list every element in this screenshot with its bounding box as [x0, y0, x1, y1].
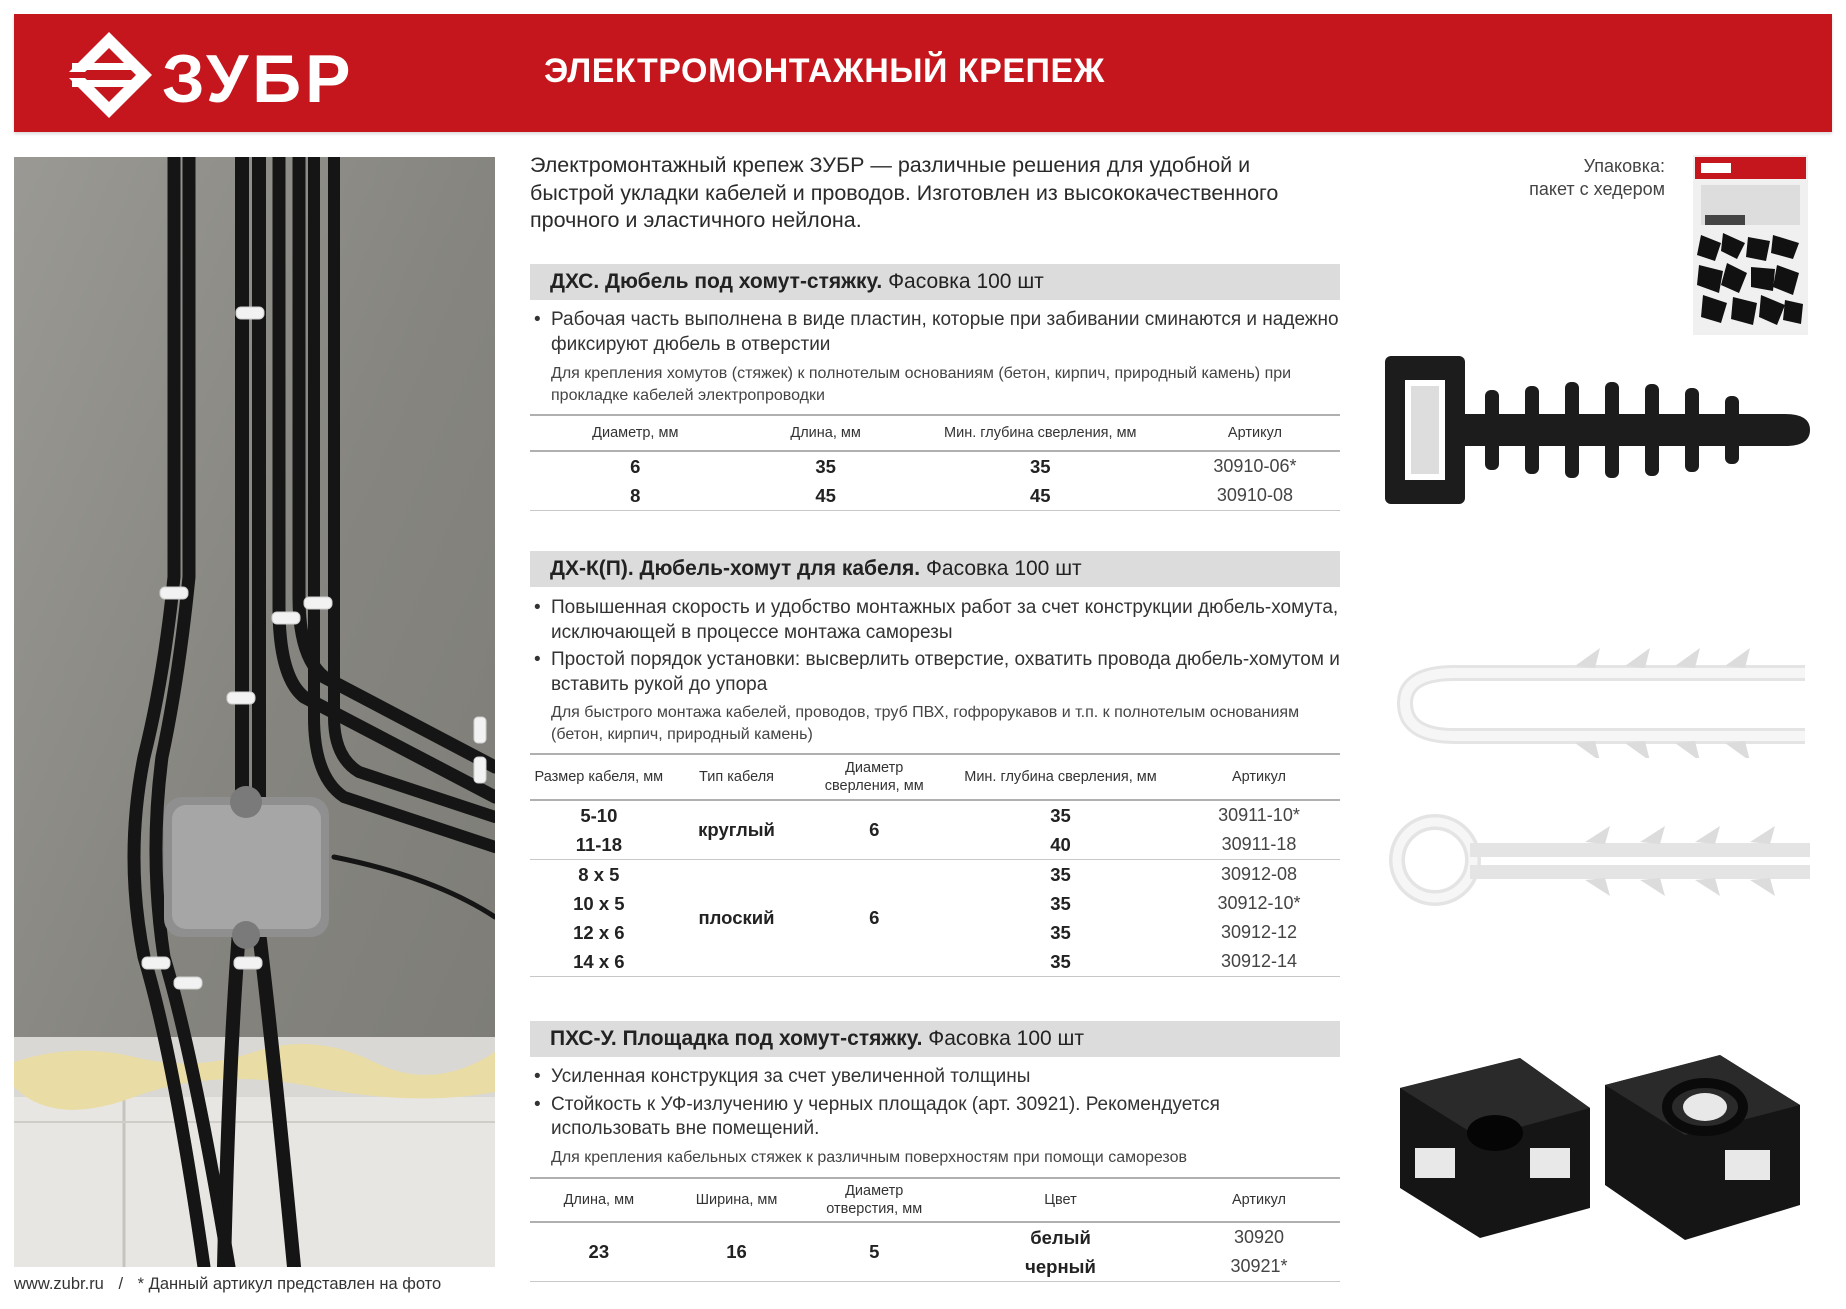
column-header: Диаметр отверстия, мм	[805, 1178, 943, 1222]
cell-hole: 5	[805, 1222, 943, 1282]
cell-depth: 35	[1050, 892, 1071, 914]
cell-article: 30911-18	[1178, 830, 1340, 860]
section-dhs-title: ДХС. Дюбель под хомут-стяжку.	[550, 270, 883, 293]
section-phs-note: Для крепления кабельных стяжек к различным поверхностям при помощи саморезов	[551, 1149, 1187, 1166]
column-header: Длина, мм	[741, 415, 911, 451]
cell-depth: 35	[943, 947, 1178, 977]
packaging-value: пакет с хедером	[1529, 179, 1665, 199]
cell-article: 30912-08	[1220, 864, 1298, 884]
cell-article: 30921*	[1178, 1252, 1340, 1282]
dowel-dhs-image	[1385, 352, 1815, 512]
page-title: ЭЛЕКТРОМОНТАЖНЫЙ КРЕПЕЖ	[544, 52, 1105, 90]
column-header: Ширина, мм	[668, 1178, 806, 1222]
cell-article: 30912-12	[1220, 922, 1298, 942]
table-row	[530, 860, 1340, 890]
mount-pad-image-2	[1600, 1045, 1810, 1245]
cell-article: 30911-10*	[1218, 805, 1300, 825]
column-header: Артикул	[1178, 1178, 1340, 1222]
intro-text: Электромонтажный крепеж ЗУБР — различные решения для удобной и быстрой укладки кабелей и проводов. Изготовлен из высококачественного прочного и эластичного нейлона.	[530, 153, 1279, 232]
cell-drill: 6	[805, 860, 943, 977]
cell-article: 30910-06*	[1213, 456, 1297, 476]
column-header: Мин. глубина сверления, мм	[911, 415, 1170, 451]
cell-depth: 40	[943, 830, 1178, 860]
footer-note: * Данный артикул представлен на фото	[137, 1275, 442, 1293]
table-row	[530, 1222, 1340, 1252]
cell-depth: 35	[1050, 863, 1071, 885]
table-row	[530, 451, 1340, 481]
footer	[14, 1275, 441, 1294]
section-dhk-table	[530, 753, 1340, 977]
cell-length: 35	[815, 455, 836, 477]
footer-site: www.zubr.ru	[14, 1275, 104, 1293]
package-image	[1693, 155, 1808, 335]
dowel-clamp-flat-image	[1385, 800, 1815, 930]
section-dhs-header	[530, 264, 1340, 300]
cell-article: 30910-08	[1170, 481, 1340, 511]
section-dhs-bullets	[530, 308, 1340, 360]
cell-color: черный	[943, 1252, 1178, 1282]
list-item: • Стойкость к УФ-излучению у черных площадок (арт. 30921). Рекомендуется использовать вне помещений.	[530, 1093, 1340, 1142]
section-dhk-header	[530, 551, 1340, 587]
table-row	[530, 800, 1340, 830]
section-phs-table	[530, 1177, 1340, 1282]
cell-type: круглый	[668, 800, 806, 860]
logo-text: ЗУБР	[162, 41, 355, 117]
column-header: Тип кабеля	[668, 754, 806, 800]
packaging-label	[1490, 155, 1665, 201]
cell-type: плоский	[668, 860, 806, 977]
cell-color: белый	[1030, 1226, 1091, 1248]
dowel-clamp-round-image	[1385, 628, 1815, 758]
section-dhs-pack: Фасовка 100 шт	[888, 270, 1044, 293]
mount-pad-image-1	[1390, 1038, 1600, 1243]
cell-size: 12 х 6	[573, 921, 625, 943]
cell-size: 10 х 5	[573, 892, 625, 914]
section-phs-header	[530, 1021, 1340, 1057]
packaging-title: Упаковка:	[1583, 156, 1665, 176]
footer-divider: /	[118, 1275, 124, 1293]
table-row	[530, 481, 1340, 511]
cell-width: 16	[668, 1222, 806, 1282]
section-dhs-note: Для крепления хомутов (стяжек) к полнотелым основаниям (бетон, кирпич, природный камень) при прокладке кабелей электропроводки	[551, 365, 1292, 404]
cell-diameter: 6	[630, 455, 641, 477]
cell-length: 23	[530, 1222, 668, 1282]
column-header: Диаметр, мм	[530, 415, 741, 451]
cell-article: 30912-14	[1178, 947, 1340, 977]
section-phs-bullets	[530, 1065, 1340, 1145]
cell-article: 30920	[1233, 1227, 1284, 1247]
column-header: Диаметр сверления, мм	[805, 754, 943, 800]
section-phs-pack: Фасовка 100 шт	[928, 1027, 1084, 1050]
cell-article: 30912-10*	[1217, 893, 1301, 913]
section-dhk-title: ДХ-К(П). Дюбель-хомут для кабеля.	[550, 557, 921, 580]
list-item: • Повышенная скорость и удобство монтажных работ за счет конструкции дюбель-хомута, исключающей в процессе монтажа саморезы	[530, 596, 1340, 645]
cell-diameter: 8	[530, 481, 741, 511]
cell-size: 5-10	[580, 804, 618, 826]
zubr-logo	[64, 30, 484, 120]
column-header: Цвет	[943, 1178, 1178, 1222]
list-item: • Рабочая часть выполнена в виде пластин, которые при забивании сминаются и надежно фиксируют дюбель в отверстии	[530, 308, 1340, 357]
cell-drill: 6	[805, 800, 943, 860]
section-dhk-pack: Фасовка 100 шт	[925, 557, 1082, 580]
cell-depth: 45	[911, 481, 1170, 511]
cell-size: 8 х 5	[578, 863, 620, 885]
column-header: Мин. глубина сверления, мм	[943, 754, 1178, 800]
cell-size: 14 х 6	[530, 947, 668, 977]
section-dhk-note: Для быстрого монтажа кабелей, проводов, труб ПВХ, гофрорукавов и т.п. к полнотелым основаниям (бетон, кирпич, природный камень)	[551, 704, 1300, 743]
section-dhs-table	[530, 414, 1340, 511]
cell-depth: 35	[1050, 804, 1071, 826]
list-item: • Простой порядок установки: высверлить отверстие, охватить провода дюбель-хомутом и вставить рукой до упора	[530, 648, 1340, 697]
header-banner	[14, 14, 1832, 132]
section-phs-title: ПХС-У. Площадка под хомут-стяжку.	[550, 1027, 923, 1050]
section-dhk-bullets	[530, 596, 1340, 700]
cell-depth: 35	[1050, 921, 1071, 943]
list-item: • Усиленная конструкция за счет увеличенной толщины	[530, 1065, 1340, 1090]
column-header: Длина, мм	[530, 1178, 668, 1222]
cell-depth: 35	[1029, 455, 1051, 477]
installation-photo	[14, 157, 495, 1267]
cell-length: 45	[741, 481, 911, 511]
cell-size: 11-18	[530, 830, 668, 860]
column-header: Размер кабеля, мм	[530, 754, 668, 800]
column-header: Артикул	[1170, 415, 1340, 451]
column-header: Артикул	[1178, 754, 1340, 800]
